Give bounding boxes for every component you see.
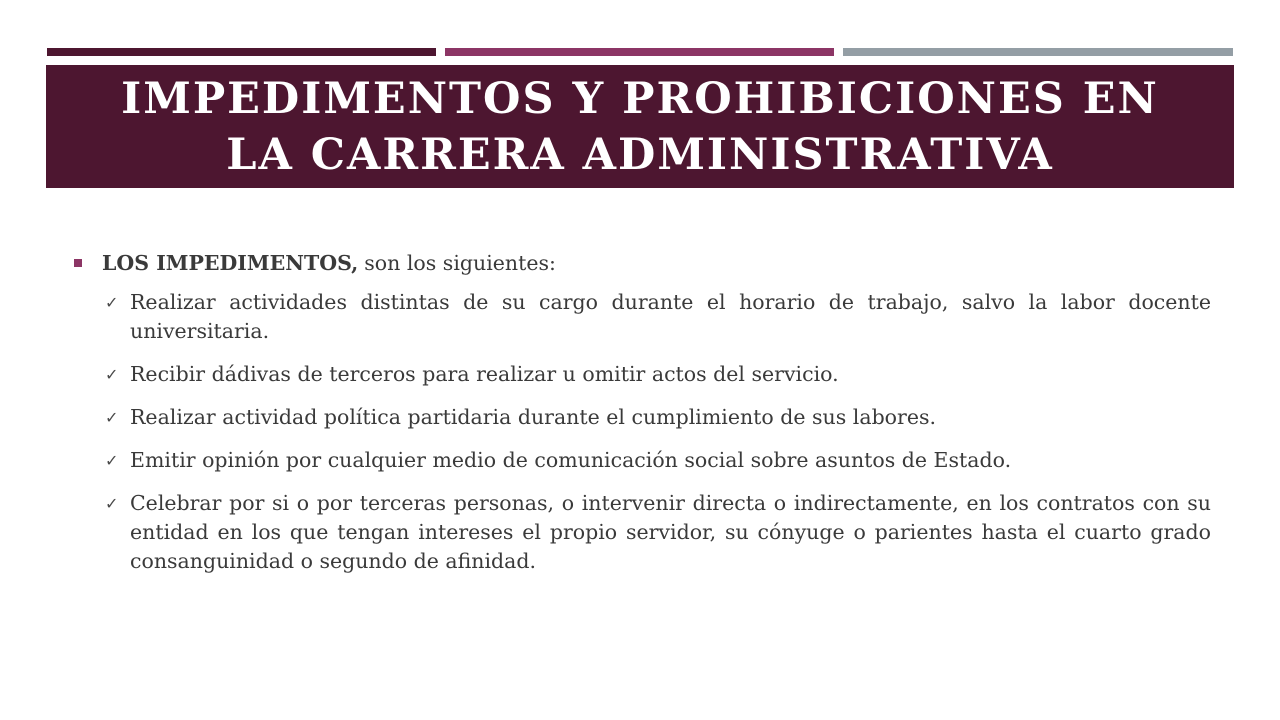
title-box — [46, 65, 1234, 188]
slide-title-line-1: IMPEDIMENTOS Y PROHIBICIONES EN — [121, 73, 1159, 124]
list-item — [105, 360, 1211, 389]
top-accent-bar-dark — [47, 48, 436, 56]
top-accent-bar-magenta — [445, 48, 834, 56]
list-item — [105, 288, 1211, 346]
checkmark-icon: ✓ — [105, 293, 119, 312]
list-item-text: Emitir opinión por cualquier medio de comunicación social sobre asuntos de Estado. — [130, 448, 1012, 472]
checkmark-icon: ✓ — [105, 365, 119, 384]
top-accent-bar-gray — [843, 48, 1233, 56]
impediments-list — [74, 288, 1211, 576]
slide-title-line-2: LA CARRERA ADMINISTRATIVA — [226, 129, 1054, 180]
lead-heading: LOS IMPEDIMENTOS, — [102, 251, 359, 275]
list-item — [105, 446, 1211, 475]
lead-bullet — [74, 248, 1211, 278]
list-item-text: Realizar actividad política partidaria durante el cumplimiento de sus labores. — [130, 405, 936, 429]
checkmark-icon: ✓ — [105, 451, 119, 470]
square-bullet-icon — [74, 259, 82, 267]
checkmark-icon: ✓ — [105, 408, 119, 427]
list-item-text: Celebrar por si o por terceras personas, o intervenir directa o indirectamente, en los contratos con su entidad en los que tengan intereses el propio servidor, su cónyuge o parientes hasta el cuarto grado consanguinidad o segundo de afinidad. — [130, 491, 1211, 573]
slide-content — [74, 248, 1211, 590]
list-item-text: Realizar actividades distintas de su cargo durante el horario de trabajo, salvo la labor docente universitaria. — [130, 290, 1211, 343]
list-item — [105, 489, 1211, 576]
list-item-text: Recibir dádivas de terceros para realizar u omitir actos del servicio. — [130, 362, 839, 386]
list-item — [105, 403, 1211, 432]
checkmark-icon: ✓ — [105, 494, 119, 513]
lead-text: son los siguientes: — [364, 251, 556, 275]
